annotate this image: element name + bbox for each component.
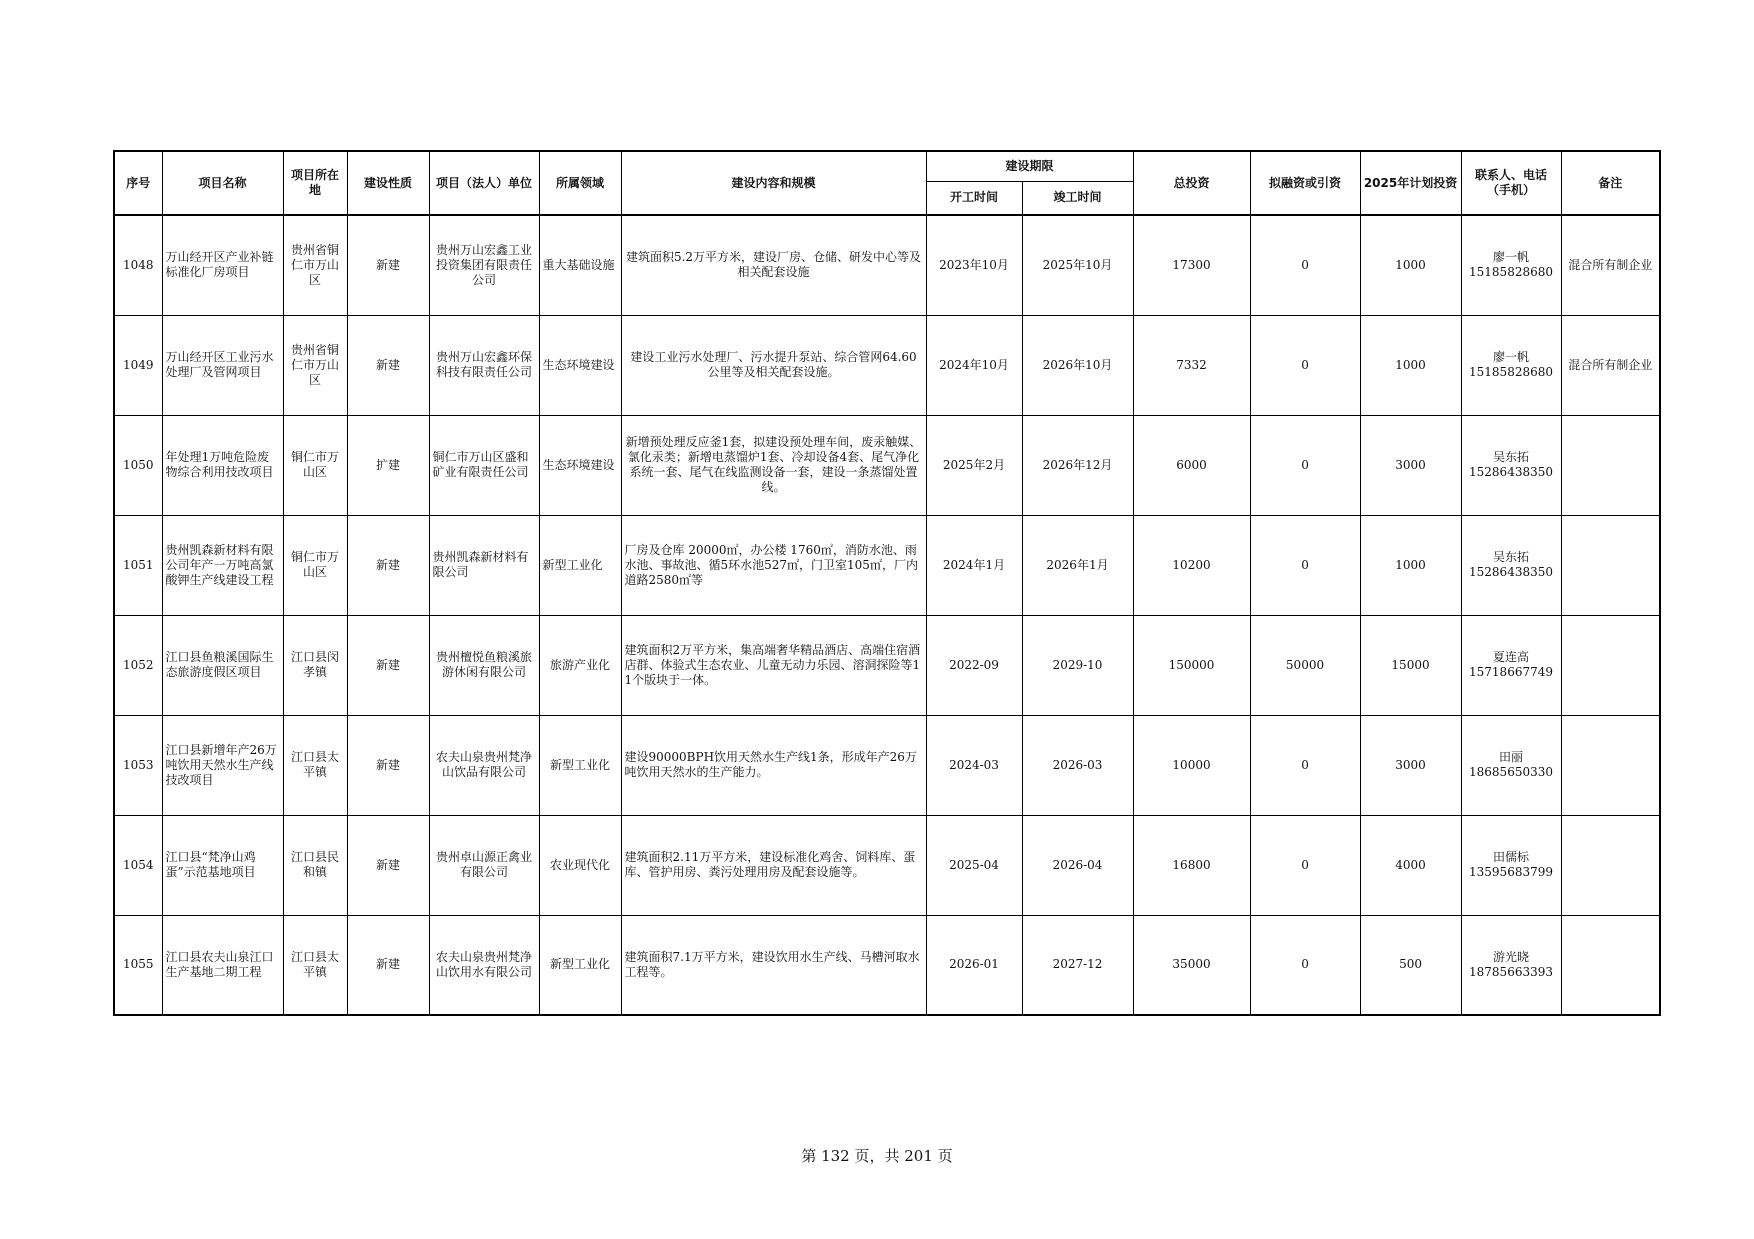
- cell-field: 新型工业化: [539, 715, 621, 815]
- cell-total: 17300: [1133, 215, 1250, 315]
- table-row: [114, 715, 1660, 815]
- cell-name: 江口县农夫山泉江口生产基地二期工程: [162, 915, 283, 1015]
- cell-location: 铜仁市万山区: [283, 515, 347, 615]
- cell-content: 建设工业污水处理厂、污水提升泵站、综合管网64.60公里等及相关配套设施。: [621, 315, 926, 415]
- cell-seq: 1055: [114, 915, 162, 1015]
- cell-total: 7332: [1133, 315, 1250, 415]
- table-row: [114, 615, 1660, 715]
- header-start: 开工时间: [926, 181, 1022, 215]
- header-remark: 备注: [1561, 151, 1660, 215]
- cell-total: 10000: [1133, 715, 1250, 815]
- cell-unit: 贵州万山宏鑫环保科技有限责任公司: [429, 315, 539, 415]
- cell-financing: 0: [1250, 515, 1360, 615]
- cell-nature: 新建: [347, 615, 429, 715]
- cell-location: 江口县太平镇: [283, 715, 347, 815]
- header-contact: 联系人、电话（手机）: [1461, 151, 1561, 215]
- cell-contact: [1461, 615, 1561, 715]
- cell-location: 贵州省铜仁市万山区: [283, 215, 347, 315]
- cell-total: 150000: [1133, 615, 1250, 715]
- header-end: 竣工时间: [1022, 181, 1133, 215]
- cell-end: 2026年1月: [1022, 515, 1133, 615]
- cell-start: 2026-01: [926, 915, 1022, 1015]
- cell-remark: [1561, 915, 1660, 1015]
- table-header: [114, 151, 1660, 215]
- contact-phone: 15185828680: [1469, 265, 1553, 280]
- cell-plan2025: 3000: [1360, 715, 1461, 815]
- cell-location: 江口县民和镇: [283, 815, 347, 915]
- cell-unit: 贵州万山宏鑫工业投资集团有限责任公司: [429, 215, 539, 315]
- cell-financing: 0: [1250, 215, 1360, 315]
- cell-content: 建筑面积7.1万平方米，建设饮用水生产线、马槽河取水工程等。: [621, 915, 926, 1015]
- table-row: [114, 315, 1660, 415]
- cell-seq: 1052: [114, 615, 162, 715]
- header-location: 项目所在地: [283, 151, 347, 215]
- cell-end: 2026年10月: [1022, 315, 1133, 415]
- table-row: [114, 815, 1660, 915]
- contact-phone: 18785663393: [1469, 964, 1553, 979]
- cell-nature: 扩建: [347, 415, 429, 515]
- cell-contact: [1461, 315, 1561, 415]
- cell-financing: 50000: [1250, 615, 1360, 715]
- cell-seq: 1051: [114, 515, 162, 615]
- cell-end: 2029-10: [1022, 615, 1133, 715]
- cell-seq: 1049: [114, 315, 162, 415]
- cell-plan2025: 15000: [1360, 615, 1461, 715]
- contact-name: 吴东拓: [1493, 450, 1530, 464]
- cell-seq: 1048: [114, 215, 162, 315]
- cell-plan2025: 3000: [1360, 415, 1461, 515]
- table-row: [114, 915, 1660, 1015]
- cell-content: 建设90000BPH饮用天然水生产线1条，形成年产26万吨饮用天然水的生产能力。: [621, 715, 926, 815]
- page-number: 第 132 页，共 201 页: [801, 1147, 953, 1165]
- contact-phone: 15185828680: [1469, 365, 1553, 379]
- header-content: 建设内容和规模: [621, 151, 926, 215]
- contact-phone: 13595683799: [1469, 865, 1553, 879]
- cell-remark: [1561, 815, 1660, 915]
- cell-field: 生态环境建设: [539, 415, 621, 515]
- cell-field: 新型工业化: [539, 515, 621, 615]
- cell-total: 35000: [1133, 915, 1250, 1015]
- table-body: [114, 215, 1660, 1015]
- cell-content: 新增预处理反应釜1套，拟建设预处理车间，废汞触媒、氯化汞类；新增电蒸馏炉1套、冷却设备4套、尾气净化系统一套、尾气在线监测设备一套，建设一条蒸馏处置线。: [621, 415, 926, 515]
- cell-contact: [1461, 715, 1561, 815]
- cell-unit: 贵州檀悦鱼粮溪旅游休闲有限公司: [429, 615, 539, 715]
- cell-location: 贵州省铜仁市万山区: [283, 315, 347, 415]
- cell-end: 2026年12月: [1022, 415, 1133, 515]
- cell-contact: [1461, 415, 1561, 515]
- cell-nature: 新建: [347, 315, 429, 415]
- cell-total: 10200: [1133, 515, 1250, 615]
- cell-unit: 农夫山泉贵州梵净山饮用水有限公司: [429, 915, 539, 1015]
- cell-contact: [1461, 815, 1561, 915]
- cell-nature: 新建: [347, 715, 429, 815]
- cell-content: 厂房及仓库 20000㎡，办公楼 1760㎡，消防水池、雨水池、事故池、循5环水池527㎡，门卫室105㎡，厂内道路2580㎡等: [621, 515, 926, 615]
- cell-remark: [1561, 615, 1660, 715]
- header-unit: 项目（法人）单位: [429, 151, 539, 215]
- contact-name: 夏连高: [1493, 650, 1530, 664]
- cell-financing: 0: [1250, 915, 1360, 1015]
- cell-content: 建筑面积5.2万平方米，建设厂房、仓储、研发中心等及相关配套设施: [621, 215, 926, 315]
- cell-name: 万山经开区产业补链标准化厂房项目: [162, 215, 283, 315]
- contact-name: 廖一帆: [1493, 350, 1530, 364]
- cell-field: 重大基础设施: [539, 215, 621, 315]
- cell-nature: 新建: [347, 515, 429, 615]
- cell-remark: 混合所有制企业: [1561, 315, 1660, 415]
- cell-start: 2023年10月: [926, 215, 1022, 315]
- cell-seq: 1050: [114, 415, 162, 515]
- cell-plan2025: 500: [1360, 915, 1461, 1015]
- header-plan2025: 2025年计划投资: [1360, 151, 1461, 215]
- contact-name: 田丽: [1499, 750, 1524, 764]
- header-name: 项目名称: [162, 151, 283, 215]
- cell-seq: 1054: [114, 815, 162, 915]
- cell-contact: [1461, 915, 1561, 1015]
- cell-unit: 贵州凯森新材料有限公司: [429, 515, 539, 615]
- cell-field: 新型工业化: [539, 915, 621, 1015]
- cell-end: 2026-04: [1022, 815, 1133, 915]
- cell-plan2025: 1000: [1360, 215, 1461, 315]
- header-total: 总投资: [1133, 151, 1250, 215]
- contact-phone: 18685650330: [1469, 765, 1553, 779]
- header-field: 所属领域: [539, 151, 621, 215]
- cell-start: 2024-03: [926, 715, 1022, 815]
- cell-total: 6000: [1133, 415, 1250, 515]
- contact-name: 游光晓: [1493, 949, 1530, 964]
- cell-nature: 新建: [347, 915, 429, 1015]
- cell-end: 2027-12: [1022, 915, 1133, 1015]
- contact-name: 廖一帆: [1493, 250, 1530, 265]
- cell-end: 2025年10月: [1022, 215, 1133, 315]
- contact-phone: 15718667749: [1469, 665, 1553, 679]
- cell-financing: 0: [1250, 315, 1360, 415]
- contact-phone: 15286438350: [1469, 565, 1553, 579]
- cell-name: 年处理1万吨危险废物综合利用技改项目: [162, 415, 283, 515]
- cell-unit: 贵州卓山源正禽业有限公司: [429, 815, 539, 915]
- contact-name: 田儒标: [1493, 850, 1530, 864]
- cell-start: 2024年10月: [926, 315, 1022, 415]
- cell-total: 16800: [1133, 815, 1250, 915]
- header-period: 建设期限: [926, 151, 1133, 181]
- table-row: [114, 415, 1660, 515]
- cell-contact: [1461, 215, 1561, 315]
- cell-financing: 0: [1250, 415, 1360, 515]
- cell-financing: 0: [1250, 815, 1360, 915]
- table-row: [114, 215, 1660, 315]
- cell-remark: 混合所有制企业: [1561, 215, 1660, 315]
- cell-financing: 0: [1250, 715, 1360, 815]
- contact-name: 吴东拓: [1493, 550, 1530, 564]
- cell-plan2025: 4000: [1360, 815, 1461, 915]
- header-financing: 拟融资或引资: [1250, 151, 1360, 215]
- cell-content: 建筑面积2万平方米，集高端奢华精品酒店、高端住宿酒店群、体验式生态农业、儿童无动力乐园、溶洞探险等11个版块于一体。: [621, 615, 926, 715]
- contact-phone: 15286438350: [1469, 465, 1553, 479]
- cell-remark: [1561, 515, 1660, 615]
- cell-field: 生态环境建设: [539, 315, 621, 415]
- cell-name: 江口县“梵净山鸡蛋”示范基地项目: [162, 815, 283, 915]
- cell-unit: 农夫山泉贵州梵净山饮品有限公司: [429, 715, 539, 815]
- cell-unit: 铜仁市万山区盛和矿业有限责任公司: [429, 415, 539, 515]
- project-table: [113, 150, 1661, 1016]
- cell-end: 2026-03: [1022, 715, 1133, 815]
- cell-name: 江口县新增年产26万吨饮用天然水生产线技改项目: [162, 715, 283, 815]
- cell-start: 2024年1月: [926, 515, 1022, 615]
- cell-field: 农业现代化: [539, 815, 621, 915]
- cell-nature: 新建: [347, 815, 429, 915]
- cell-name: 贵州凯森新材料有限公司年产一万吨高氯酸钾生产线建设工程: [162, 515, 283, 615]
- cell-location: 江口县太平镇: [283, 915, 347, 1015]
- cell-location: 江口县闵孝镇: [283, 615, 347, 715]
- cell-nature: 新建: [347, 215, 429, 315]
- cell-start: 2025年2月: [926, 415, 1022, 515]
- cell-contact: [1461, 515, 1561, 615]
- cell-remark: [1561, 415, 1660, 515]
- cell-field: 旅游产业化: [539, 615, 621, 715]
- cell-plan2025: 1000: [1360, 315, 1461, 415]
- cell-content: 建筑面积2.11万平方米，建设标准化鸡舍、饲料库、蛋库、管护用房、粪污处理用房及配套设施等。: [621, 815, 926, 915]
- cell-plan2025: 1000: [1360, 515, 1461, 615]
- cell-name: 万山经开区工业污水处理厂及管网项目: [162, 315, 283, 415]
- cell-remark: [1561, 715, 1660, 815]
- cell-seq: 1053: [114, 715, 162, 815]
- cell-start: 2022-09: [926, 615, 1022, 715]
- cell-location: 铜仁市万山区: [283, 415, 347, 515]
- table-row: [114, 515, 1660, 615]
- cell-start: 2025-04: [926, 815, 1022, 915]
- header-seq: 序号: [114, 151, 162, 215]
- cell-name: 江口县鱼粮溪国际生态旅游度假区项目: [162, 615, 283, 715]
- header-nature: 建设性质: [347, 151, 429, 215]
